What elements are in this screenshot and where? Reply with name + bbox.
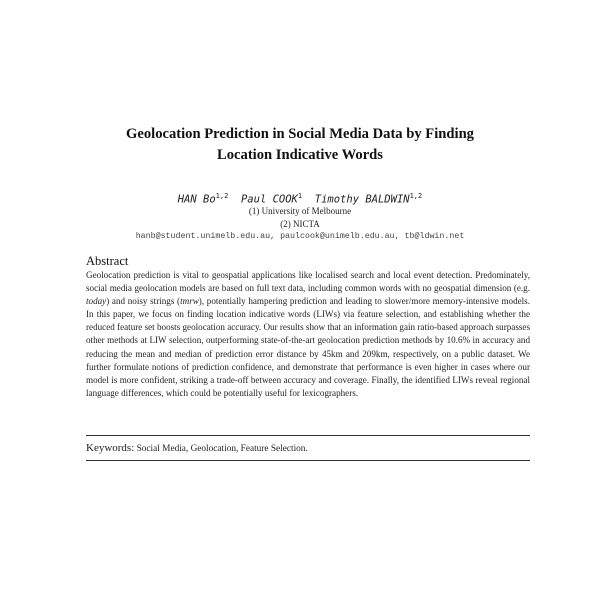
abstract-example-word: today [86,296,107,307]
author-name: Paul COOK [240,193,298,206]
abstract-text: ), potentially hampering prediction and leading to slower/more memory-intensive models. In this paper, we focus on finding location indicative words (LIWs) via feature selection, and establishing whether the reduced feature set boosts geolocation accuracy. Our results show that an information gain ratio-based approach surpasses other methods at LIW selection, outperforming state-of-the-art geolocation prediction methods by 10.6% in accuracy and reducing the mean and median of prediction error distance by 45km and 209km, respectively, on a public dataset. We further formulate notions of prediction confidence, and demonstrate that performance is even higher in cases where our model is more confident, striking a trade-off between accuracy and coverage. Finally, the identified LIWs reveal regional language differences, which could be potentially useful for lexicographers. [86,296,530,398]
author-affiliation-mark: 1,2 [409,192,423,200]
abstract-heading: Abstract [86,254,129,268]
author-list [60,189,540,207]
affiliation-2: (2) NICTA [280,219,320,229]
paper-title-line1: Geolocation Prediction in Social Media Data by Finding [126,126,474,142]
paper-title [60,124,540,166]
abstract-example-word: tmrw [180,296,199,307]
keywords-bottom-rule [86,460,530,461]
abstract-body [86,269,530,400]
abstract-text: ) and noisy strings ( [106,296,181,307]
author-affiliation-mark: 1 [297,192,303,200]
paper-title-line2: Location Indicative Words [217,147,383,163]
author-emails: hanb@student.unimelb.edu.au, paulcook@unimelb.edu.au, tb@ldwin.net [135,232,465,241]
keywords-top-rule [86,435,530,436]
abstract-text: Geolocation prediction is vital to geospatial applications like localised search and local event detection. Predominately, social media geolocation models are based on full text data, including common words with no geospatial dimension (e.g. [86,270,530,294]
author-name: Timothy BALDWIN [314,193,410,206]
affiliation-1: (1) University of Melbourne [248,206,352,216]
keywords-text: Social Media, Geolocation, Feature Selection. [136,444,308,454]
author-affiliation-mark: 1,2 [215,192,229,200]
keywords-line [86,441,530,456]
author-name: HAN Bo [177,193,216,206]
keywords-label: Keywords: [86,442,135,454]
